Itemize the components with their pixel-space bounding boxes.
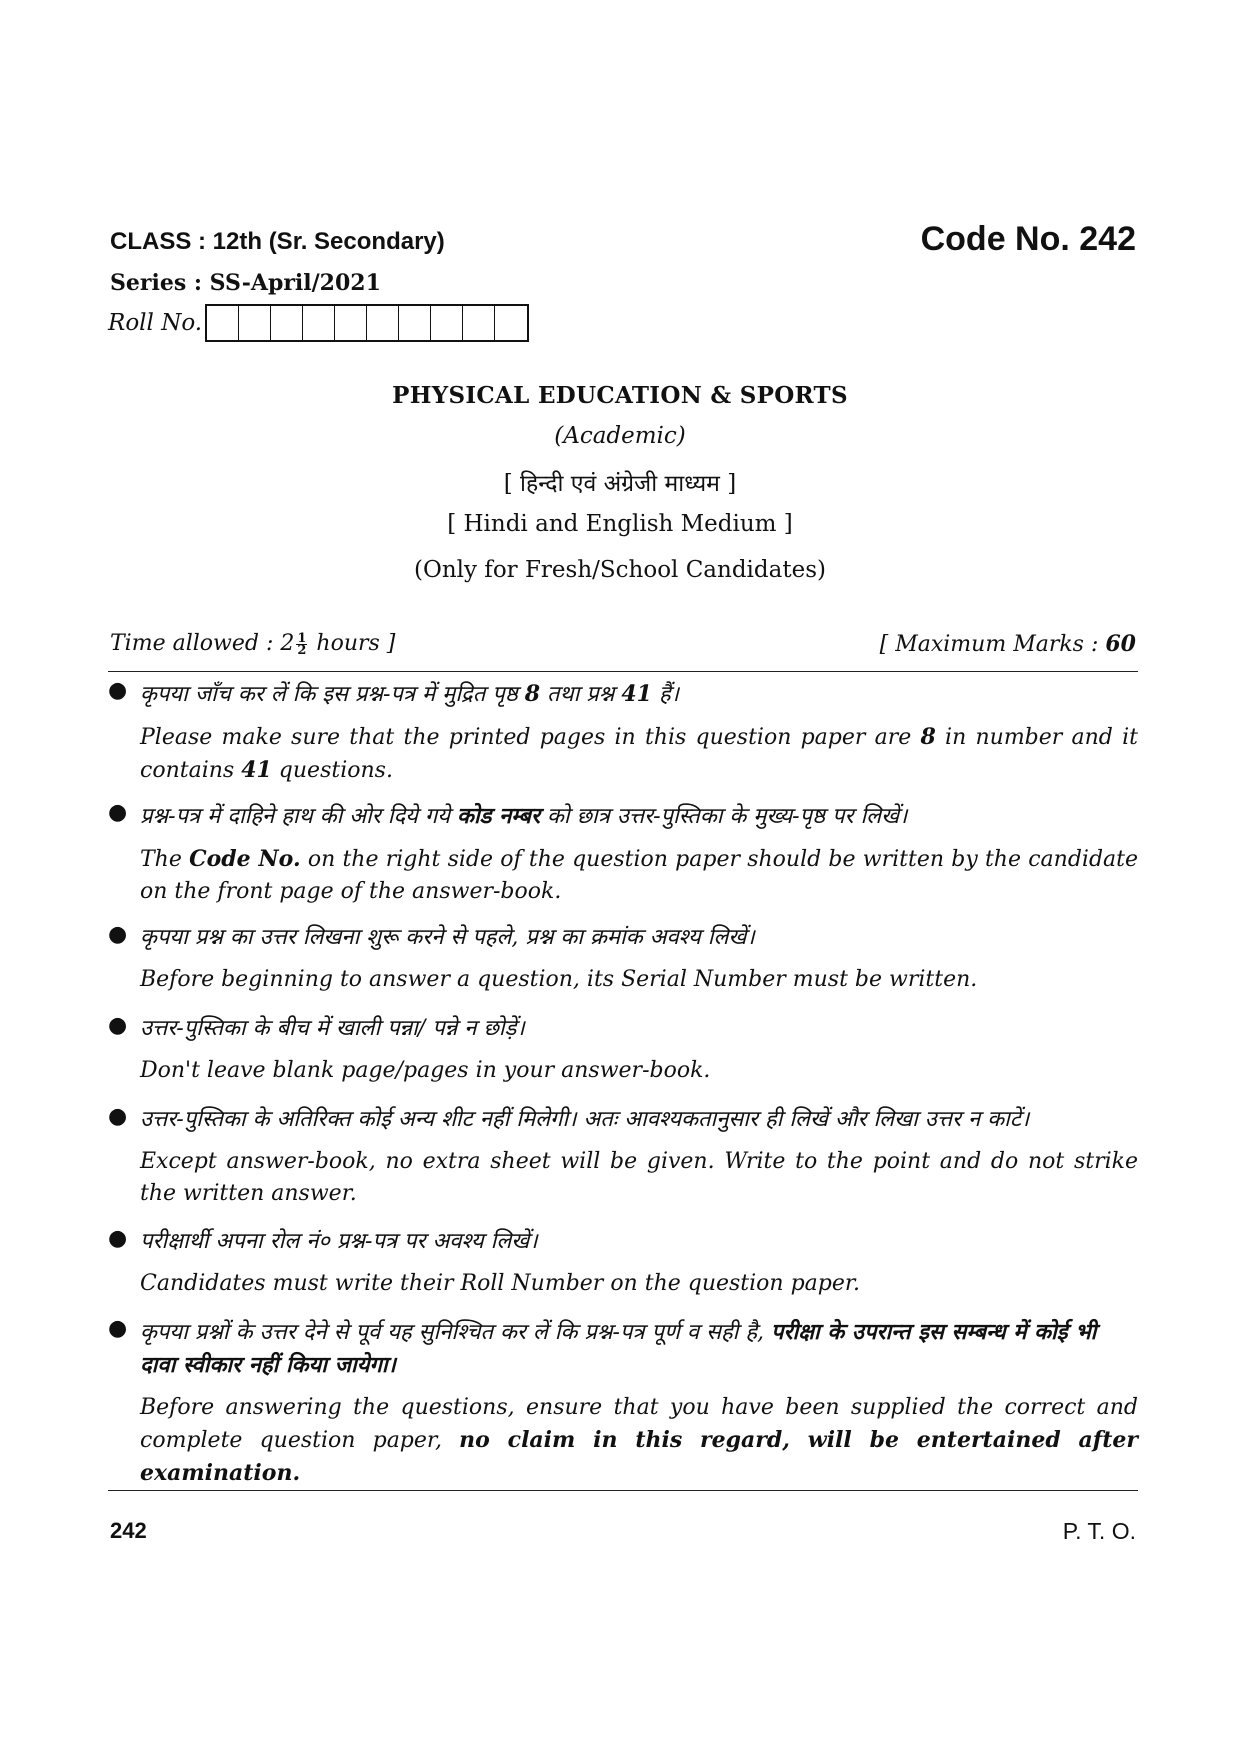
divider-top — [108, 671, 1138, 672]
bullet-icon: ● — [108, 678, 128, 703]
instruction-english: Before beginning to answer a question, its Serial Number must be written. — [140, 967, 978, 992]
text: कृपया प्रश्नों के उत्तर देने से पूर्व यह सुनिश्चित कर लें कि प्रश्न-पत्र पूर्ण व सही है, — [140, 1320, 772, 1345]
instruction-english — [108, 843, 1138, 908]
class-level: (Sr. Secondary) — [268, 228, 445, 255]
time-fraction — [296, 630, 307, 658]
instruction-english: Candidates must write their Roll Number on the question paper. — [140, 1271, 860, 1296]
instruction-english: Don't leave blank page/pages in your answer-book. — [140, 1058, 711, 1083]
text: प्रश्न-पत्र में दाहिने हाथ की ओर दिये गये — [140, 804, 458, 829]
instruction-item — [108, 800, 1138, 908]
emphasis: no claim in this regard, will be entertained after examination. — [140, 1427, 1138, 1486]
instruction-item — [108, 922, 1138, 996]
roll-no-box[interactable] — [399, 306, 431, 340]
instruction-english — [108, 721, 1138, 787]
page-count: 8 — [920, 724, 936, 750]
instruction-hindi: उत्तर-पुस्तिका के अतिरिक्त कोई अन्य शीट नहीं मिलेगी। अतः आवश्यकतानुसार ही लिखें और लिखा उत्तर न काटें। — [140, 1107, 1030, 1132]
footer-code: 242 — [110, 1518, 147, 1543]
instruction-item — [108, 678, 1138, 787]
roll-no-box[interactable] — [335, 306, 367, 340]
roll-no-box[interactable] — [495, 306, 527, 340]
roll-no-box[interactable] — [303, 306, 335, 340]
text: को छात्र उत्तर-पुस्तिका के मुख्य-पृष्ठ पर लिखें। — [540, 804, 908, 829]
roll-no-label: Roll No. — [108, 310, 203, 336]
pto-label: P. T. O. — [1062, 1518, 1136, 1544]
text: on the right side of the question paper should be written by the candidate on the front page of the answer-book. — [140, 847, 1139, 904]
medium-english: [ Hindi and English Medium ] — [447, 511, 793, 537]
question-count: 41 — [621, 681, 652, 707]
time-allowed — [110, 631, 395, 656]
instruction-english — [108, 1392, 1138, 1490]
subject-title: PHYSICAL EDUCATION & SPORTS — [392, 382, 848, 409]
instruction-hindi: कृपया प्रश्न का उत्तर लिखना शुरू करने से पहले, प्रश्न का क्रमांक अवश्य लिखें। — [140, 925, 755, 950]
code-number: Code No. 242 — [920, 220, 1136, 258]
roll-no-box[interactable] — [431, 306, 463, 340]
text: questions. — [271, 758, 393, 783]
emphasis: कोड नम्बर — [457, 803, 540, 829]
text: हैं। — [651, 682, 679, 707]
instruction-hindi: उत्तर-पुस्तिका के बीच में खाली पन्ना/ पन्ने न छोड़ें। — [140, 1016, 525, 1041]
text: कृपया जाँच कर लें कि इस प्रश्न-पत्र में मुद्रित पृष्ठ — [140, 682, 525, 707]
fraction-denominator: 2 — [297, 642, 307, 658]
roll-no-boxes[interactable] — [205, 304, 529, 342]
instruction-item — [108, 1104, 1138, 1210]
instruction-hindi — [108, 800, 1138, 833]
medium-hindi: [ हिन्दी एवं अंग्रेजी माध्यम ] — [503, 471, 737, 497]
roll-no-box[interactable] — [367, 306, 399, 340]
instruction-english: Except answer-book, no extra sheet will be given. Write to the point and do not strike the written answer. — [140, 1149, 1138, 1206]
instruction-hindi: परीक्षार्थी अपना रोल नं० प्रश्न-पत्र पर अवश्य लिखें। — [140, 1229, 538, 1254]
emphasis: Code No. — [189, 846, 301, 872]
marks-value: 60 — [1105, 631, 1136, 657]
bullet-icon: ● — [108, 1226, 128, 1251]
roll-no-box[interactable] — [463, 306, 495, 340]
fraction-numerator: 1 — [297, 630, 307, 646]
candidate-note: (Only for Fresh/School Candidates) — [414, 557, 826, 583]
instruction-hindi — [108, 678, 1138, 711]
bullet-icon: ● — [108, 1104, 128, 1129]
class-label — [110, 228, 445, 256]
instruction-item — [108, 1013, 1138, 1087]
time-prefix: Time allowed : 2 — [110, 631, 295, 656]
series-label: Series : SS-April/2021 — [110, 270, 381, 296]
instruction-item — [108, 1226, 1138, 1300]
text: The — [140, 847, 190, 872]
question-count: 41 — [241, 757, 272, 783]
instruction-item — [108, 1316, 1138, 1490]
bullet-icon: ● — [108, 922, 128, 947]
roll-no-box[interactable] — [271, 306, 303, 340]
bullet-icon: ● — [108, 1316, 128, 1341]
text: in number and it contains — [140, 725, 1138, 783]
class-text: CLASS : 12th — [110, 228, 263, 255]
roll-no-box[interactable] — [239, 306, 271, 340]
maximum-marks — [880, 631, 1136, 657]
marks-prefix: [ Maximum Marks : — [879, 632, 1099, 657]
page-count: 8 — [524, 681, 540, 707]
text: Please make sure that the printed pages in this question paper are — [140, 725, 921, 750]
bullet-icon: ● — [108, 800, 128, 825]
roll-no-box[interactable] — [207, 306, 239, 340]
emphasis: परीक्षा के उपरान्त इस सम्बन्ध में कोई भी दावा स्वीकार नहीं किया जायेगा। — [140, 1319, 1097, 1378]
text: Before answering the questions, ensure that you have been supplied the correct and complete question paper, — [140, 1395, 1138, 1453]
academic-label: (Academic) — [554, 423, 686, 449]
time-suffix: hours ] — [316, 631, 396, 656]
divider-bottom — [108, 1490, 1138, 1491]
bullet-icon: ● — [108, 1013, 128, 1038]
text: तथा प्रश्न — [540, 682, 622, 707]
instruction-hindi — [108, 1316, 1138, 1382]
